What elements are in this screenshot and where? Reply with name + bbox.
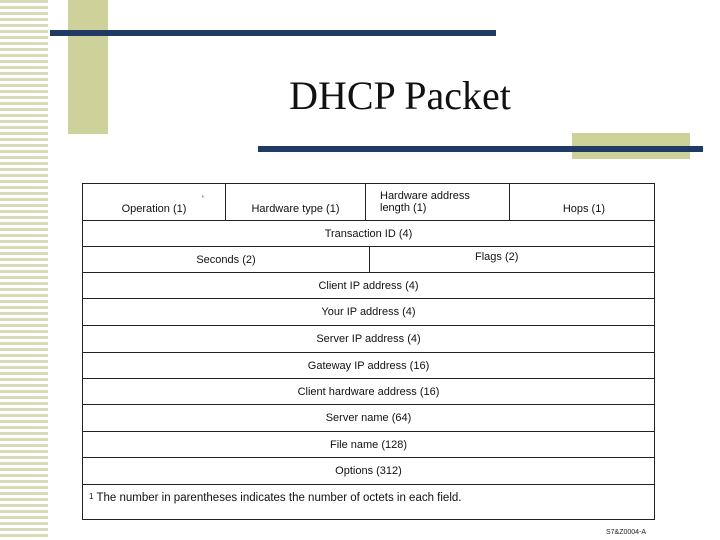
packet-row <box>83 273 654 299</box>
field-hardware-address-length: Hardware address length (1) <box>365 184 509 220</box>
field-seconds: Seconds (2) <box>196 253 256 266</box>
field-server-ip-address: Server IP address (4) <box>316 333 421 345</box>
packet-row <box>83 432 654 458</box>
packet-row-seconds-flags <box>83 247 654 273</box>
field-client-ip-address: Client IP address (4) <box>318 279 419 292</box>
footnote-marker: 1 <box>89 492 94 501</box>
field-gateway-ip-address: Gateway IP address (16) <box>307 359 430 372</box>
field-flags: Flags (2) <box>369 247 655 272</box>
navy-rule-bottom <box>258 146 703 152</box>
footnote <box>89 492 461 504</box>
dhcp-packet-diagram <box>82 183 655 520</box>
packet-row <box>83 379 654 405</box>
packet-row-header-fields <box>83 184 654 221</box>
packet-row <box>83 299 654 326</box>
packet-row <box>83 405 654 432</box>
tick-mark: ' <box>202 194 204 204</box>
field-options: Options (312) <box>335 465 402 477</box>
packet-row-transaction-id <box>83 221 654 247</box>
field-your-ip-address: Your IP address (4) <box>321 306 416 318</box>
field-hardware-type: Hardware type (1) <box>225 184 365 220</box>
navy-rule-top <box>50 30 496 36</box>
packet-row <box>83 326 654 353</box>
figure-id-label: S7&Z0004-A <box>606 529 647 536</box>
field-operation: Operation (1) <box>121 203 187 215</box>
packet-row <box>83 458 654 485</box>
field-client-hardware-address: Client hardware address (16) <box>297 385 440 398</box>
left-stripe-decoration <box>0 0 48 540</box>
olive-accent-block-top <box>68 0 108 134</box>
field-file-name: File name (128) <box>329 438 408 451</box>
packet-row <box>83 353 654 379</box>
footnote-text: The number in parentheses indicates the number of octets in each field. <box>96 492 462 504</box>
field-transaction-id: Transaction ID (4) <box>324 227 413 240</box>
field-hops: Hops (1) <box>509 184 655 220</box>
field-server-name: Server name (64) <box>325 412 412 424</box>
slide-title: DHCP Packet <box>289 73 511 118</box>
